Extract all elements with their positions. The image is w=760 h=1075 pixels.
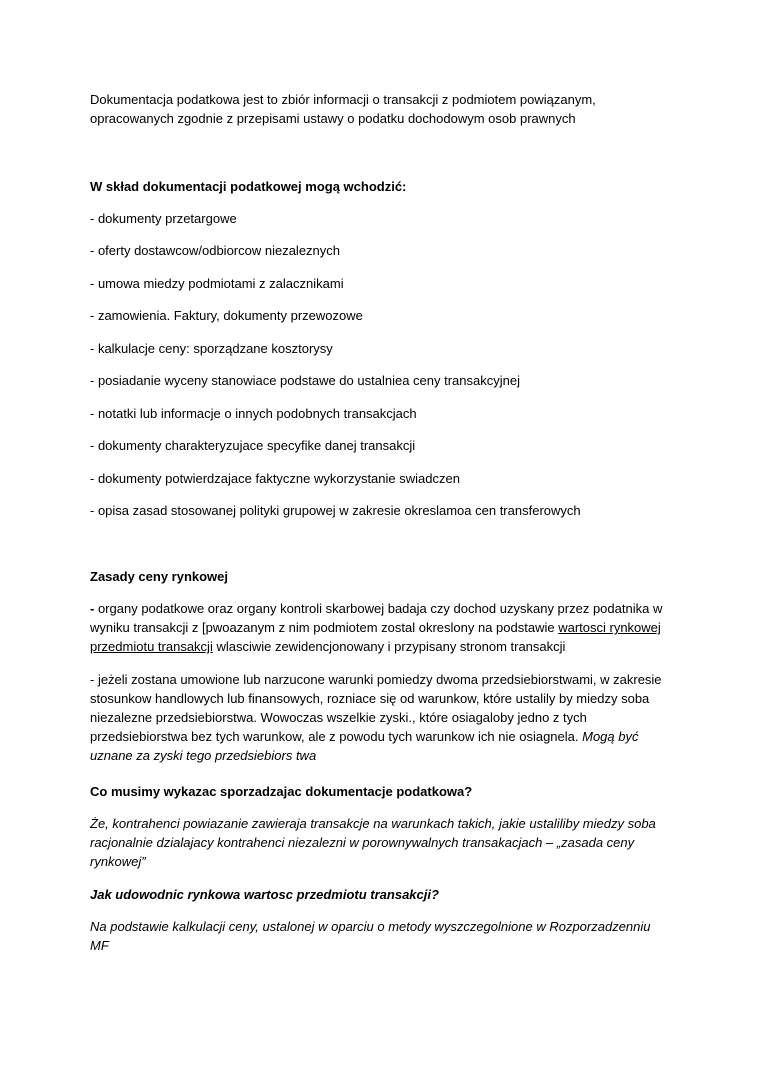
dash: - [90,601,95,616]
list-item: - dokumenty potwierdzajace faktyczne wykorzystanie swiadczen [90,471,460,486]
text: wlasciwie zewidencjonowany i przypisany stronom transakcji [212,639,566,654]
italic-text: Mogą być uznane za zyski tego przedsiebiors twa [90,729,639,763]
list-item: - oferty dostawcow/odbiorcow niezaleznych [90,243,341,258]
market-price-paragraph-2 [90,670,670,765]
list-item: - notatki lub informacje o innych podobnych transakcjach [90,406,417,421]
section-heading-market-price: Zasady ceny rynkowej [90,569,229,584]
list-item: - posiadanie wyceny stanowiace podstawe do ustalniea ceny transakcyjnej [90,373,520,388]
section-heading-documents: W skład dokumentacji podatkowej mogą wchodzić: [90,179,407,194]
list-item: - dokumenty charakteryzujace specyfike danej transakcji [90,438,416,453]
answer-paragraph-1: Że, kontrahenci powiazanie zawieraja transakcje na warunkach takich, jakie ustaliliby miedzy soba racjonalnie dzialajacy kontrahenci niezalezni w porownywalnych transakacjach – „zasada ceny rynkowej” [90,816,656,869]
text: - jeżeli zostana umowione lub narzucone warunki pomiedzy dwoma przedsiebiorstwami, w zakresie stosunkow handlowych lub finansowych, rozniace się od warunkow, które ustalily by miedzy soba niezalezne przedsiebiorstwa. Wowoczas wszelkie zyski., które osiagaloby jedno z tych przedsiebiorstwa bez tych warunkow, ale z powodu tych warunkow ich nie osiagnela. [90,672,662,744]
market-price-paragraph-1 [90,599,670,656]
list-item: - umowa miedzy podmiotami z zalacznikami [90,276,344,291]
underlined-text: wartosci rynkowej przedmiotu transakcji [90,620,661,654]
list-item: - zamowienia. Faktury, dokumenty przewozowe [90,308,363,323]
list-item: - kalkulacje ceny: sporządzane kosztorysy [90,341,333,356]
answer-paragraph-2: Na podstawie kalkulacji ceny, ustalonej w oparciu o metody wyszczegolnione w Rozporzadzenniu MF [90,919,651,953]
list-item: - dokumenty przetargowe [90,211,237,226]
question-heading-2: Jak udowodnic rynkowa wartosc przedmiotu transakcji? [90,887,439,902]
text: organy podatkowe oraz organy kontroli skarbowej badaja czy dochod uzyskany przez podatnika w wyniku transakcji z [pwoazanym z nim podmiotem zostal okreslony na podstawie [90,601,663,635]
list-item: - opisa zasad stosowanej polityki grupowej w zakresie okreslamoa cen transferowych [90,503,581,518]
question-heading-1: Co musimy wykazac sporzadzajac dokumentacje podatkowa? [90,784,473,799]
intro-paragraph: Dokumentacja podatkowa jest to zbiór informacji o transakcji z podmiotem powiązanym, opracowanych zgodnie z przepisami ustawy o podatku dochodowym osob prawnych [90,92,596,126]
